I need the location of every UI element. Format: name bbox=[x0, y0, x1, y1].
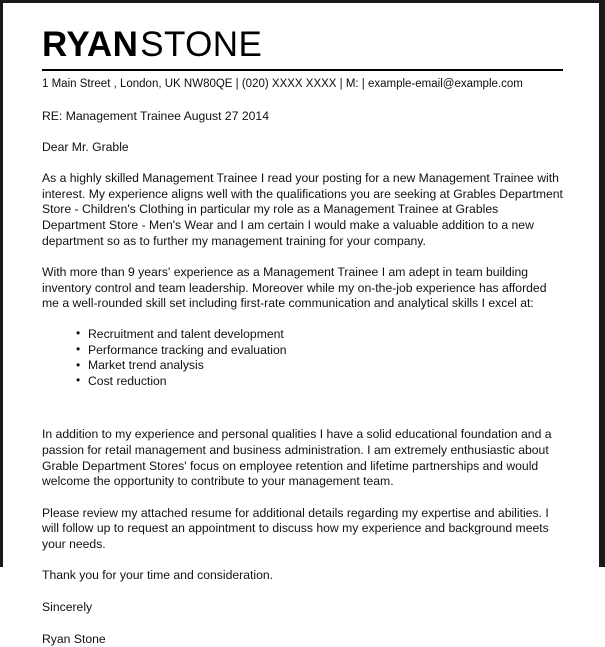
body-paragraph-3: In addition to my experience and personal qualities I have a solid educational foundation and a passion for retail management and business administration. I am extremely enthusiastic about Grable Department Stores' focus on employee retention and lifetime partnerships and would welcome the opportunity to contribute to your management team. bbox=[42, 427, 552, 489]
list-spacer bbox=[42, 389, 563, 427]
applicant-name bbox=[42, 26, 563, 64]
signature-name: Ryan Stone bbox=[42, 631, 106, 646]
letter-body bbox=[42, 109, 563, 647]
letter-content bbox=[42, 3, 563, 647]
letterhead bbox=[42, 3, 563, 92]
body-paragraph-2: With more than 9 years' experience as a Management Trainee I am adept in team building inventory control and team leadership. Moreover while my on-the-job experience has afforded me a well-rounded skill set including first-rate communication and analytical skills I excel at: bbox=[42, 265, 547, 311]
body-paragraph-4: Please review my attached resume for additional details regarding my expertise and abilities. I will follow up to request an appointment to discuss how my experience and background meets your needs. bbox=[42, 505, 549, 551]
header-divider bbox=[42, 69, 563, 71]
first-name: RYAN bbox=[42, 25, 139, 64]
thank-you-line: Thank you for your time and consideration. bbox=[42, 568, 274, 583]
subject-line: RE: Management Trainee August 27 2014 bbox=[42, 109, 269, 123]
list-item: • Cost reduction bbox=[42, 374, 563, 390]
list-item: • Recruitment and talent development bbox=[42, 327, 563, 343]
skills-list bbox=[42, 327, 563, 389]
last-name: STONE bbox=[140, 25, 263, 64]
list-item: • Market trend analysis bbox=[42, 358, 563, 374]
list-item: • Performance tracking and evaluation bbox=[42, 343, 563, 359]
contact-info: 1 Main Street , London, UK NW80QE | (020) XXXX XXXX | M: | example-email@example.com bbox=[42, 78, 523, 90]
body-paragraph-1: As a highly skilled Management Trainee I read your posting for a new Management Trainee with interest. My experience aligns well with the qualifications you are seeking at Grables Department Store - Children's Clothing in particular my role as a Management Trainee at Grables Department Store - Men's Wear and I am certain I would make a valuable addition to a new department so as to further my management training for your company. bbox=[42, 171, 563, 248]
sign-off: Sincerely bbox=[42, 600, 93, 615]
salutation: Dear Mr. Grable bbox=[42, 139, 129, 154]
